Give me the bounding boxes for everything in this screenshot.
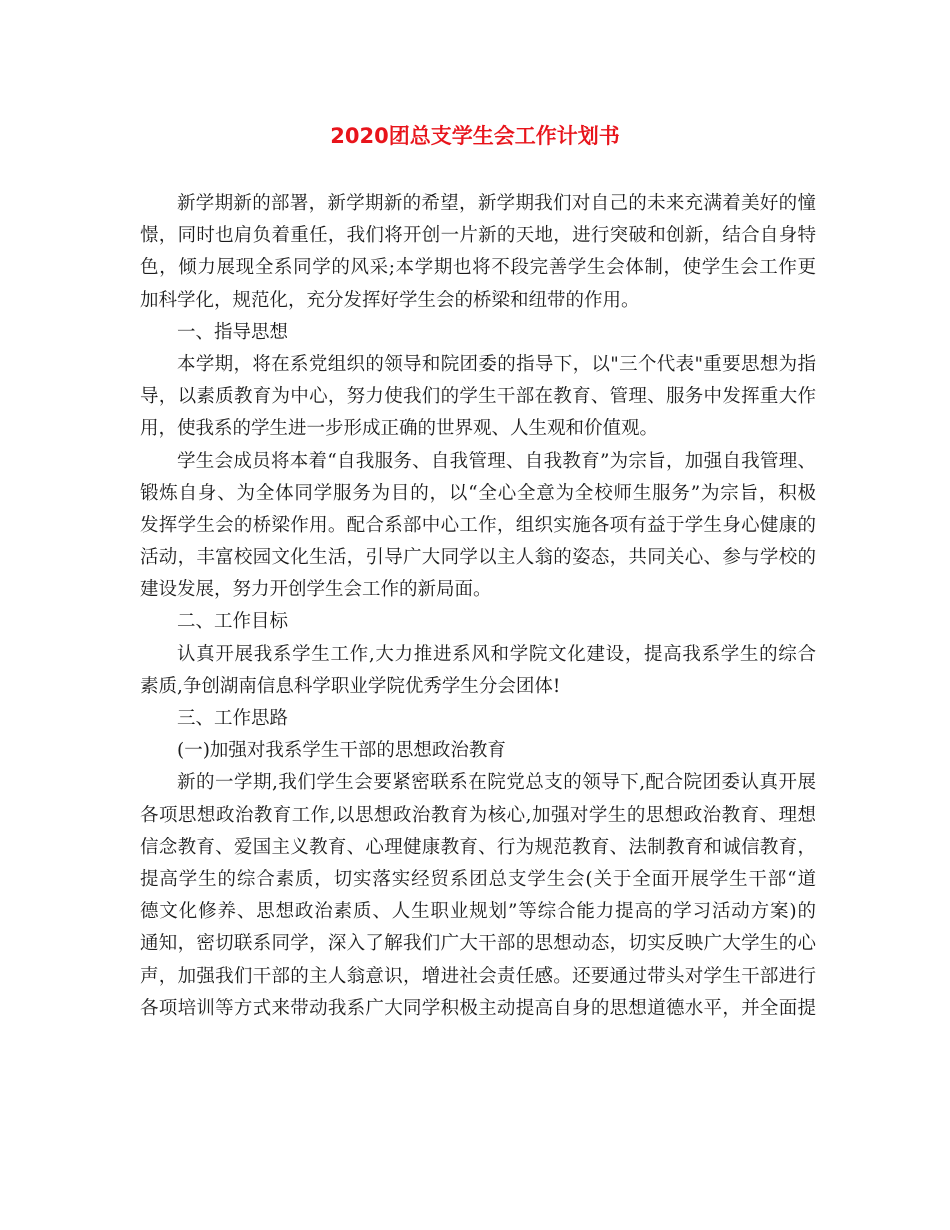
body-line: 信念教育、爱国主义教育、心理健康教育、行为规范教育、法制教育和诚信教育， <box>140 836 816 858</box>
body-line: 各项思想政治教育工作,以思想政治教育为核心,加强对学生的思想政治教育、理想 <box>140 804 816 826</box>
section-heading: 三、工作思路 <box>177 708 289 729</box>
body-line: 各项培训等方式来带动我系广大同学积极主动提高自身的思想道德水平，并全面提 <box>140 997 816 1019</box>
body-line: 提高学生的综合素质，切实落实经贸系团总支学生会(关于全面开展学生干部“道 <box>140 868 816 890</box>
body-line: 锻炼自身、为全体同学服务为目的，以“全心全意为全校师生服务”为宗旨，积极 <box>140 482 816 504</box>
document-body <box>140 188 816 1025</box>
body-line: 导，以素质教育为中心，努力使我们的学生干部在教育、管理、服务中发挥重大作 <box>140 386 816 408</box>
body-line: 活动，丰富校园文化生活，引导广大同学以主人翁的姿态，共同关心、参与学校的 <box>140 547 816 569</box>
body-line: 德文化修养、思想政治素质、人生职业规划”等综合能力提高的学习活动方案)的 <box>140 901 816 923</box>
document-title: 2020团总支学生会工作计划书 <box>330 124 620 148</box>
body-line: 新学期新的部署，新学期新的希望，新学期我们对自己的未来充满着美好的憧 <box>177 193 816 214</box>
body-line: 素质,争创湖南信息科学职业学院优秀学生分会团体! <box>140 675 561 697</box>
body-line: 学生会成员将本着“自我服务、自我管理、自我教育”为宗旨，加强自我管理、 <box>177 450 816 472</box>
body-line: 声，加强我们干部的主人翁意识，增进社会责任感。还要通过带头对学生干部进行 <box>140 965 816 987</box>
body-line: 色，倾力展现全系同学的风采;本学期也将不段完善学生会体制，使学生会工作更 <box>140 257 816 279</box>
body-line: 新的一学期,我们学生会要紧密联系在院党总支的领导下,配合院团委认真开展 <box>177 772 816 794</box>
section-heading: 二、工作目标 <box>177 611 289 633</box>
body-line: 认真开展我系学生工作,大力推进系风和学院文化建设，提高我系学生的综合 <box>177 643 816 665</box>
body-line: 憬，同时也肩负着重任，我们将开创一片新的天地，进行突破和创新，结合自身特 <box>140 225 816 247</box>
body-line: 加科学化，规范化，充分发挥好学生会的桥梁和纽带的作用。 <box>140 289 640 311</box>
subsection-heading: (一)加强对我系学生干部的思想政治教育 <box>177 740 506 762</box>
section-heading: 一、指导思想 <box>177 321 289 343</box>
body-line: 建设发展，努力开创学生会工作的新局面。 <box>140 579 492 601</box>
body-line: 用，使我系的学生进一步形成正确的世界观、人生观和价值观。 <box>140 418 659 440</box>
body-line: 本学期，将在系党组织的领导和院团委的指导下，以"三个代表"重要思想为指 <box>177 353 816 375</box>
body-line: 通知，密切联系同学，深入了解我们广大干部的思想动态，切实反映广大学生的心 <box>140 933 816 955</box>
body-line: 发挥学生会的桥梁作用。配合系部中心工作，组织实施各项有益于学生身心健康的 <box>140 514 816 536</box>
